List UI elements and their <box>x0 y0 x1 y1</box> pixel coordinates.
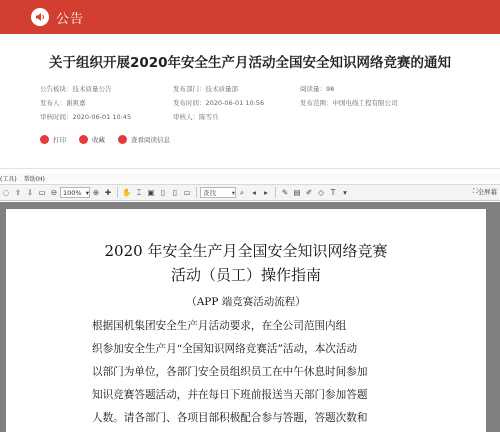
page-subtitle: （APP 端竞赛活动流程） <box>186 296 306 308</box>
add-icon[interactable]: ✚ <box>104 188 112 197</box>
meta-reviewer: 审核人：陈雪兵 <box>173 113 219 121</box>
speaker-icon <box>31 8 49 26</box>
view-readers-button[interactable]: 查看阅读信息 <box>118 135 170 144</box>
prev-page-icon[interactable]: ⇧ <box>14 188 22 197</box>
star-icon <box>79 135 88 144</box>
divider <box>0 168 500 169</box>
page-title-line1: 2020 年安全生产月全国安全知识网络竞赛 <box>104 242 388 260</box>
body-line: 织参加安全生产月“全国知识网络竞赛活”活动，本次活动 <box>92 343 358 355</box>
page-body <box>92 315 422 430</box>
fit-icon[interactable]: ▭ <box>38 188 46 197</box>
next-page-icon[interactable]: ⇩ <box>26 188 34 197</box>
rotate-icon[interactable]: ▭ <box>183 188 191 197</box>
fullscreen-button[interactable]: ⛶ 全屏幕 <box>472 187 497 196</box>
stamp-icon[interactable]: ▾ <box>343 188 347 197</box>
body-line: 以部门为单位，各部门安全员组织员工在中午休息时间参加 <box>92 366 368 378</box>
print-icon <box>40 135 49 144</box>
favorite-button[interactable]: 收藏 <box>79 135 105 144</box>
meta-scope: 发布范围：中国电线工程有限公司 <box>300 99 398 107</box>
select-tool-icon[interactable]: ⌶ <box>136 187 142 197</box>
menu-help[interactable]: 帮助(H) <box>23 175 45 183</box>
toolbar-separator <box>117 187 118 198</box>
text-icon[interactable]: T <box>330 188 336 197</box>
meta-publish-time: 发布时间：2020-06-01 10:56 <box>173 99 265 107</box>
page-title-line2: 活动（员工）操作指南 <box>170 266 321 284</box>
zoom-select[interactable]: 100% ▾ <box>60 187 90 198</box>
search-icon[interactable]: ⌕ <box>239 187 245 197</box>
highlight-icon[interactable]: ▤ <box>293 188 301 197</box>
print-button[interactable]: 打印 <box>40 135 66 144</box>
menu-tools[interactable]: (工具) <box>0 175 17 183</box>
toolbar-separator <box>196 187 197 198</box>
pdf-page <box>6 209 486 432</box>
snapshot-icon[interactable]: ▣ <box>147 188 155 197</box>
meta-publisher: 发布人：谢爽嘉 <box>40 99 86 107</box>
pdf-menubar <box>0 173 500 183</box>
notice-actions <box>40 135 183 144</box>
zoom-in-icon[interactable]: ⊕ <box>92 188 100 197</box>
two-page-icon[interactable]: ▯ <box>172 188 178 197</box>
eye-icon <box>118 135 127 144</box>
pdf-viewer[interactable] <box>0 202 500 432</box>
header-bar <box>0 0 500 34</box>
fullscreen-icon: ⛶ <box>472 187 478 195</box>
search-input[interactable]: 查找 ▾ <box>200 187 236 198</box>
hand-tool-icon[interactable]: ✋ <box>122 188 132 197</box>
meta-department: 发布部门：技术质量部 <box>173 85 238 93</box>
draw-icon[interactable]: ✐ <box>305 188 313 197</box>
open-icon[interactable]: ◌ <box>2 188 10 197</box>
meta-read-count: 阅读量：98 <box>300 85 335 93</box>
body-line: 人数。请各部门、各项目部积极配合参与答题，答题次数和 <box>92 412 368 424</box>
search-next-icon[interactable]: ▸ <box>264 188 268 197</box>
meta-board: 公告板块：技术质量公告 <box>40 85 112 93</box>
shape-icon[interactable]: ◇ <box>318 188 324 197</box>
header-title: 公告 <box>56 11 85 27</box>
search-prev-icon[interactable]: ◂ <box>252 188 256 197</box>
toolbar-separator <box>275 187 276 198</box>
notice-title: 关于组织开展2020年安全生产月活动全国安全知识网络竞赛的通知 <box>48 55 452 71</box>
comment-icon[interactable]: ✎ <box>281 188 289 197</box>
zoom-out-icon[interactable]: ⊖ <box>50 188 58 197</box>
page-icon[interactable]: ▯ <box>160 188 166 197</box>
pdf-toolbar <box>0 184 500 201</box>
body-line: 知识竞赛答题活动，并在每日下班前报送当天部门参加答题 <box>92 389 368 401</box>
meta-review-time: 审核时间：2020-06-01 10:45 <box>40 113 132 121</box>
body-line: 根据国机集团安全生产月活动要求，在全公司范围内组 <box>92 320 347 332</box>
